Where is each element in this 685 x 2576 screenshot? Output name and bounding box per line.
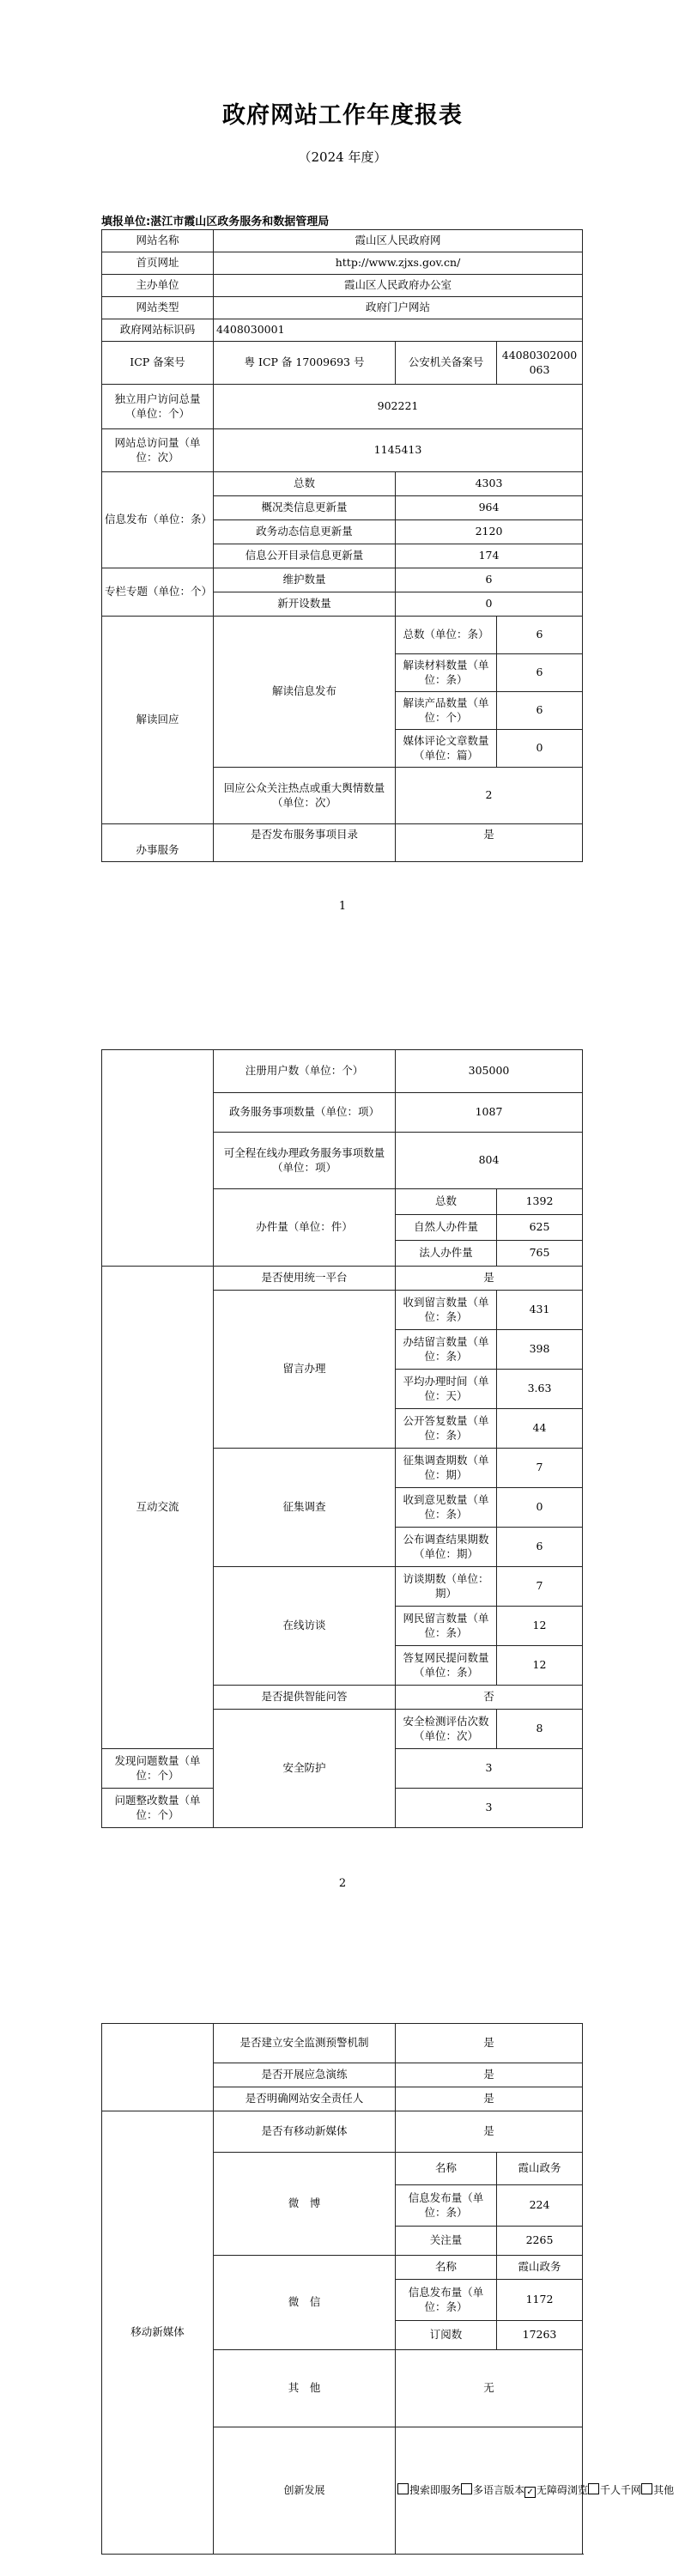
site-name-label: 网站名称	[102, 230, 214, 252]
wechat-row-value: 霞山政务	[497, 2256, 583, 2280]
checkbox-checked-icon[interactable]: ✓	[524, 2487, 536, 2498]
unified-platform-value: 是	[396, 1267, 583, 1291]
innovation-option[interactable]: 搜索即服务	[397, 2484, 461, 2496]
security-row-label: 发现问题数量（单位：个）	[102, 1749, 214, 1789]
police-record-value: 44080302000063	[497, 342, 583, 385]
security-check-label: 是否明确网站安全责任人	[214, 2087, 396, 2111]
weibo-row-value: 224	[497, 2185, 583, 2227]
report-title: 政府网站工作年度报表	[222, 102, 463, 129]
icp-label: ICP 备案号	[102, 342, 214, 385]
checkbox-icon[interactable]	[461, 2483, 472, 2494]
table-row	[102, 2111, 583, 2153]
wechat-row-label: 信息发布量（单位：条）	[396, 2280, 497, 2321]
security-check-label: 是否开展应急演练	[214, 2063, 396, 2087]
columns-row-value: 0	[396, 592, 583, 617]
report-table-page-1	[101, 229, 583, 862]
wechat-row-value: 1172	[497, 2280, 583, 2321]
columns-label: 专栏专题（单位：个）	[102, 568, 214, 617]
uv-value: 902221	[214, 385, 583, 429]
security-row-label: 问题整改数量（单位：个）	[102, 1789, 214, 1828]
report-year: （2024 年度）	[298, 149, 387, 165]
online-row-label: 访谈期数（单位：期）	[396, 1567, 497, 1607]
interpret-row-value: 6	[497, 654, 583, 692]
checkbox-icon[interactable]	[397, 2483, 409, 2494]
online-interview-label: 在线访谈	[214, 1567, 396, 1686]
pv-label: 网站总访问量（单位：次）	[102, 429, 214, 472]
table-row	[102, 429, 583, 472]
info-publish-label: 信息发布（单位：条）	[102, 472, 214, 568]
other-media-label: 其 他	[214, 2350, 396, 2427]
online-row-label: 网民留言数量（单位：条）	[396, 1607, 497, 1646]
mobile-has-label: 是否有移动新媒体	[214, 2111, 396, 2153]
site-name-value: 霞山区人民政府网	[214, 230, 583, 252]
info-row-value: 964	[396, 496, 583, 520]
wechat-row-label: 名称	[396, 2256, 497, 2280]
weibo-row-value: 霞山政务	[497, 2153, 583, 2185]
table-row	[102, 342, 583, 385]
security-check-label: 是否建立安全监测预警机制	[214, 2024, 396, 2063]
table-row	[102, 297, 583, 319]
innovation-option[interactable]: ✓ 无障碍浏览	[524, 2484, 588, 2496]
security-check-value: 是	[396, 2087, 583, 2111]
mobile-has-value: 是	[396, 2111, 583, 2153]
interpret-row-value: 0	[497, 730, 583, 768]
table-row	[102, 252, 583, 275]
survey-row-value: 0	[497, 1488, 583, 1528]
security-row-value: 3	[396, 1749, 583, 1789]
info-row-value: 2120	[396, 520, 583, 544]
innovation-options	[396, 2427, 675, 2555]
survey-row-label: 公布调查结果期数（单位：期）	[396, 1528, 497, 1567]
table-row	[102, 472, 583, 496]
weibo-label: 微 博	[214, 2153, 396, 2256]
smart-qa-label: 是否提供智能问答	[214, 1686, 396, 1710]
online-row-label: 答复网民提问数量（单位：条）	[396, 1646, 497, 1686]
smart-qa-value: 否	[396, 1686, 583, 1710]
security-check-value: 是	[396, 2063, 583, 2087]
icp-value: 粤 ICP 备 17009693 号	[214, 342, 396, 385]
pv-value: 1145413	[214, 429, 583, 472]
columns-row-label: 新开设数量	[214, 592, 396, 617]
table-row	[102, 568, 583, 592]
columns-row-label: 维护数量	[214, 568, 396, 592]
sponsor-value: 霞山区人民政府办公室	[214, 275, 583, 297]
info-row-label: 政务动态信息更新量	[214, 520, 396, 544]
interpret-row-value: 6	[497, 692, 583, 730]
cases-row-label: 总数	[396, 1189, 497, 1215]
weibo-row-label: 关注量	[396, 2227, 497, 2256]
wechat-row-label: 订阅数	[396, 2321, 497, 2350]
cases-label: 办件量（单位：件）	[214, 1189, 396, 1267]
wechat-row-value: 17263	[497, 2321, 583, 2350]
checkbox-icon[interactable]	[588, 2483, 599, 2494]
site-type-label: 网站类型	[102, 297, 214, 319]
page-number: 2	[338, 1877, 347, 1890]
cases-row-value: 625	[497, 1215, 583, 1241]
sponsor-label: 主办单位	[102, 275, 214, 297]
cases-row-label: 自然人办件量	[396, 1215, 497, 1241]
report-table-page-2	[101, 1049, 583, 1828]
cases-row-value: 1392	[497, 1189, 583, 1215]
messages-row-label: 办结留言数量（单位：条）	[396, 1330, 497, 1370]
service-row-label: 注册用户数（单位：个）	[214, 1050, 396, 1093]
interpret-row-label: 解读产品数量（单位：个）	[396, 692, 497, 730]
cases-row-value: 765	[497, 1241, 583, 1267]
interpret-row-label: 解读材料数量（单位：条）	[396, 654, 497, 692]
table-row	[102, 617, 583, 654]
police-record-label: 公安机关备案号	[396, 342, 497, 385]
security-row-value: 8	[497, 1710, 583, 1749]
hot-response-label: 回应公众关注热点或重大舆情数量（单位：次）	[214, 768, 396, 824]
survey-row-label: 收到意见数量（单位：条）	[396, 1488, 497, 1528]
service-catalog-label: 是否发布服务事项目录	[214, 824, 396, 862]
survey-label: 征集调查	[214, 1449, 396, 1567]
home-url-value[interactable]: http://www.zjxs.gov.cn/	[214, 252, 583, 275]
messages-row-value: 44	[497, 1409, 583, 1449]
checkbox-icon[interactable]	[641, 2483, 652, 2494]
table-row	[102, 385, 583, 429]
weibo-row-label: 名称	[396, 2153, 497, 2185]
innovation-option[interactable]: 千人千网	[588, 2484, 641, 2496]
service-catalog-value: 是	[396, 824, 583, 862]
security-check-value: 是	[396, 2024, 583, 2063]
messages-row-label: 收到留言数量（单位：条）	[396, 1291, 497, 1330]
online-row-value: 12	[497, 1646, 583, 1686]
interpret-label: 解读回应	[102, 617, 214, 824]
interpret-row-label: 总数（单位：条）	[396, 617, 497, 654]
unified-platform-label: 是否使用统一平台	[214, 1267, 396, 1291]
messages-label: 留言办理	[214, 1291, 396, 1449]
table-row	[102, 319, 583, 342]
interpret-row-label: 媒体评论文章数量（单位：篇）	[396, 730, 497, 768]
info-row-label: 信息公开目录信息更新量	[214, 544, 396, 568]
other-media-value: 无	[396, 2350, 583, 2427]
survey-row-value: 7	[497, 1449, 583, 1488]
reporting-unit: 填报单位:湛江市霞山区政务服务和数据管理局	[101, 216, 330, 228]
service-label: 办事服务	[102, 824, 214, 862]
page-number: 1	[338, 900, 347, 913]
report-table-page-3	[101, 2023, 675, 2555]
weibo-row-value: 2265	[497, 2227, 583, 2256]
service-row-value: 1087	[396, 1093, 583, 1133]
table-row	[102, 230, 583, 252]
security-label: 安全防护	[214, 1710, 396, 1828]
service-row-label: 政务服务事项数量（单位：项）	[214, 1093, 396, 1133]
interpret-sub-label: 解读信息发布	[214, 617, 396, 768]
site-code-value: 4408030001	[214, 319, 583, 342]
messages-row-value: 3.63	[497, 1370, 583, 1409]
service-row-label: 可全程在线办理政务服务事项数量（单位：项）	[214, 1133, 396, 1189]
messages-row-value: 431	[497, 1291, 583, 1330]
survey-row-label: 征集调查期数（单位：期）	[396, 1449, 497, 1488]
info-row-label: 总数	[214, 472, 396, 496]
home-url-label: 首页网址	[102, 252, 214, 275]
interaction-label: 互动交流	[102, 1267, 214, 1749]
wechat-label: 微 信	[214, 2256, 396, 2350]
site-code-label: 政府网站标识码	[102, 319, 214, 342]
online-row-value: 12	[497, 1607, 583, 1646]
messages-row-label: 平均办理时间（单位：天）	[396, 1370, 497, 1409]
service-row-value: 305000	[396, 1050, 583, 1093]
interpret-row-value: 6	[497, 617, 583, 654]
table-row	[102, 275, 583, 297]
site-type-value: 政府门户网站	[214, 297, 583, 319]
table-row	[102, 1050, 583, 1093]
info-row-value: 4303	[396, 472, 583, 496]
table-row	[102, 2024, 583, 2063]
innovation-option[interactable]: 多语言版本	[461, 2484, 524, 2496]
hot-response-value: 2	[396, 768, 583, 824]
innovation-option[interactable]: 其他	[641, 2484, 674, 2496]
weibo-row-label: 信息发布量（单位：条）	[396, 2185, 497, 2227]
info-row-value: 174	[396, 544, 583, 568]
mobile-media-label: 移动新媒体	[102, 2111, 214, 2555]
table-row	[102, 824, 583, 862]
columns-row-value: 6	[396, 568, 583, 592]
survey-row-value: 6	[497, 1528, 583, 1567]
security-row-value: 3	[396, 1789, 583, 1828]
uv-label: 独立用户访问总量（单位：个）	[102, 385, 214, 429]
service-row-value: 804	[396, 1133, 583, 1189]
security-row-label: 安全检测评估次数（单位：次）	[396, 1710, 497, 1749]
table-row	[102, 1267, 583, 1291]
info-row-label: 概况类信息更新量	[214, 496, 396, 520]
messages-row-value: 398	[497, 1330, 583, 1370]
innovation-label: 创新发展	[214, 2427, 396, 2555]
cases-row-label: 法人办件量	[396, 1241, 497, 1267]
messages-row-label: 公开答复数量（单位：条）	[396, 1409, 497, 1449]
online-row-value: 7	[497, 1567, 583, 1607]
